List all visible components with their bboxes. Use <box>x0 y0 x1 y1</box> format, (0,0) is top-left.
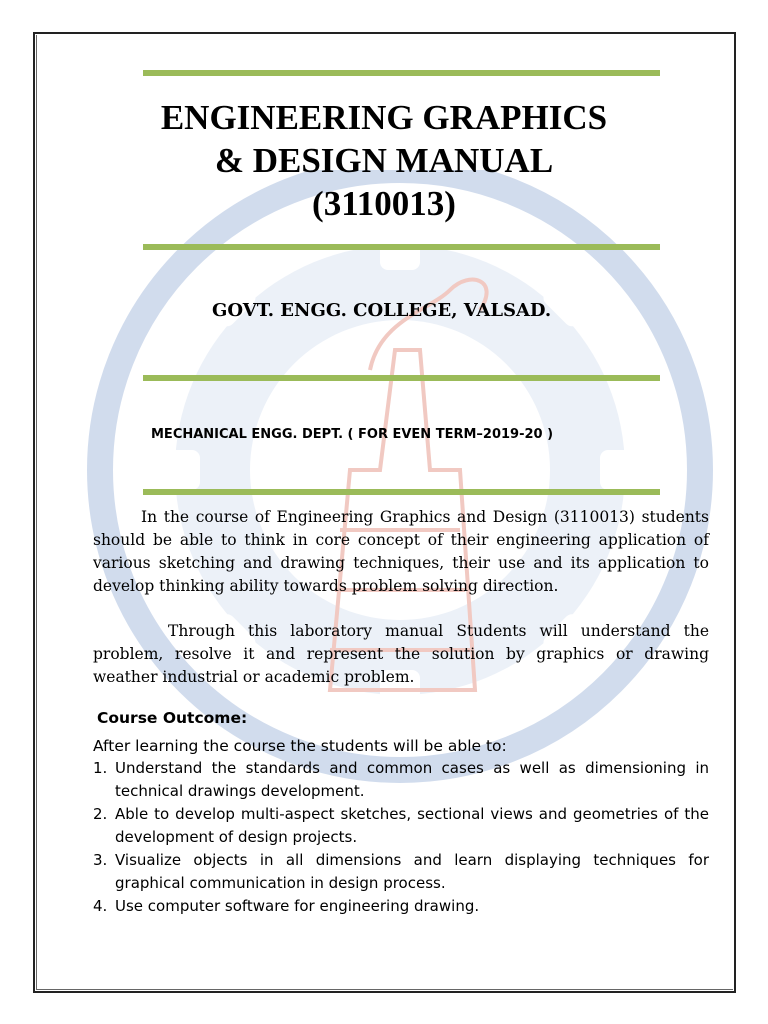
list-item-text: Use computer software for engineering drawing. <box>115 897 480 915</box>
title-rule-top <box>143 70 660 76</box>
list-item-text: Understand the standards and common cases as well as dimensioning in technical drawings development. <box>115 759 709 800</box>
course-outcome-heading: Course Outcome: <box>97 709 248 727</box>
intro-paragraph: In the course of Engineering Graphics and Design (3110013) students should be able to think in core concept of their engineering application of various sketching and drawing techniques, their use and its application to develop thinking ability towards problem solving direction. <box>93 508 709 595</box>
title-rule-bottom <box>143 244 660 250</box>
list-item <box>93 757 709 803</box>
list-item <box>93 803 709 849</box>
department-rule <box>143 489 660 495</box>
college-name: GOVT. ENGG. COLLEGE, VALSAD. <box>212 300 552 321</box>
course-outcome-intro: After learning the course the students will be able to: <box>93 737 507 755</box>
college-rule <box>143 375 660 381</box>
manual-purpose-paragraph: Through this laboratory manual Students will understand the problem, resolve it and represent the solution by graphics or drawing weather industrial or academic problem. <box>93 622 709 686</box>
list-item-text: Able to develop multi-aspect sketches, sectional views and geometries of the development of design projects. <box>115 805 709 846</box>
list-item-text: Visualize objects in all dimensions and learn displaying techniques for graphical communication in design process. <box>115 851 709 892</box>
course-outcome-list <box>93 757 709 918</box>
college-seal-gear-icon <box>0 170 768 790</box>
list-item-number: 4. <box>93 897 108 915</box>
course-code: (3110013) <box>312 184 456 223</box>
manual-title-line-1: ENGINEERING GRAPHICS <box>160 98 608 137</box>
list-item-number: 3. <box>93 851 108 869</box>
manual-title-line-2: & DESIGN MANUAL <box>214 141 554 180</box>
list-item <box>93 895 709 918</box>
list-item-number: 2. <box>93 805 108 823</box>
department-term: MECHANICAL ENGG. DEPT. ( FOR EVEN TERM–2019-20 ) <box>151 427 554 442</box>
list-item-number: 1. <box>93 759 108 777</box>
list-item <box>93 849 709 895</box>
